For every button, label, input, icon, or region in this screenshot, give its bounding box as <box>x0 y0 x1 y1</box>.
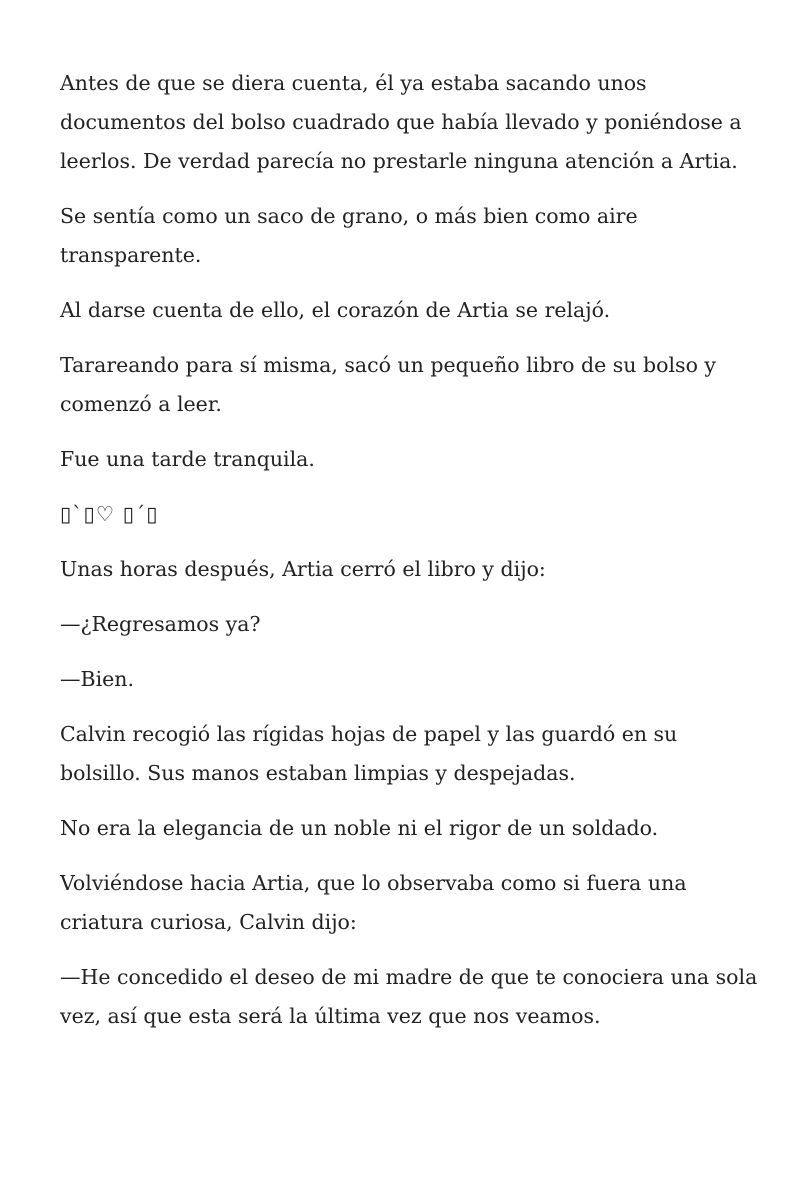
paragraph: Se sentía como un saco de grano, o más bien como aire transparente. <box>60 204 638 267</box>
paragraph: Unas horas después, Artia cerró el libro y dijo: <box>60 557 546 581</box>
paragraph: Al darse cuenta de ello, el corazón de Artia se relajó. <box>60 298 611 322</box>
paragraph: Fue una tarde tranquila. <box>60 447 315 471</box>
paragraph: No era la elegancia de un noble ni el rigor de un soldado. <box>60 816 659 840</box>
dialogue-line: —Bien. <box>60 667 134 691</box>
scene-divider: ▯`▯♡ ▯´▯ <box>60 502 159 526</box>
dialogue-line: —¿Regresamos ya? <box>60 612 261 636</box>
paragraph: Calvin recogió las rígidas hojas de papel y las guardó en su bolsillo. Sus manos estaban limpias y despejadas. <box>60 722 678 785</box>
dialogue-line: —He concedido el deseo de mi madre de que te conociera una sola vez, así que esta será la última vez que nos veamos. <box>60 965 758 1028</box>
paragraph: Volviéndose hacia Artia, que lo observaba como si fuera una criatura curiosa, Calvin dijo: <box>60 871 687 934</box>
paragraph: Tarareando para sí misma, sacó un pequeño libro de su bolso y comenzó a leer. <box>60 353 717 416</box>
paragraph: Antes de que se diera cuenta, él ya estaba sacando unos documentos del bolso cuadrado que había llevado y poniéndose a leerlos. De verdad parecía no prestarle ninguna atención a Artia. <box>60 71 742 173</box>
reading-page <box>60 64 760 1052</box>
